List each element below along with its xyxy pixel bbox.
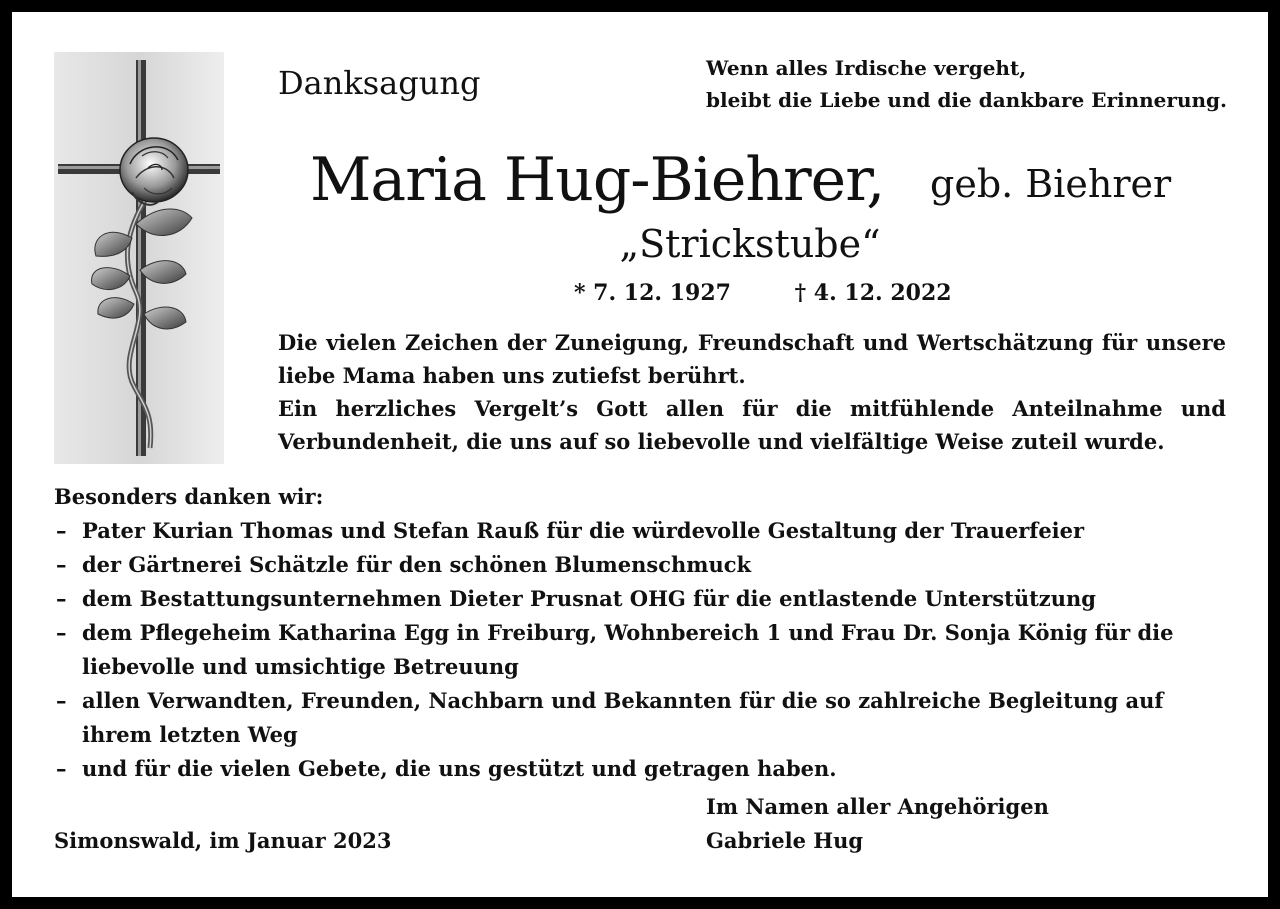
motto-line: bleibt die Liebe und die dankbare Erinnerung.	[706, 88, 1227, 112]
list-item: – Pater Kurian Thomas und Stefan Rauß für die würdevolle Gestaltung der Trauerfeier	[54, 514, 1234, 548]
thanks-section	[54, 480, 1234, 786]
motto-line: Wenn alles Irdische vergeht,	[706, 56, 1027, 80]
place-date: Simonswald, im Januar 2023	[54, 828, 392, 853]
thank-you-text	[278, 326, 1226, 458]
list-item: – allen Verwandten, Freunden, Nachbarn und Bekannten für die so zahlreiche Begleitung auf ihrem letzten Weg	[54, 684, 1234, 752]
paragraph: Die vielen Zeichen der Zuneigung, Freundschaft und Wertschätzung für unsere liebe Mama haben uns zutiefst berührt.	[278, 330, 1226, 388]
obituary-notice	[12, 12, 1268, 897]
list-item: – dem Pflegeheim Katharina Egg in Freiburg, Wohnbereich 1 und Frau Dr. Sonja König für die liebevolle und umsichtige Betreuung	[54, 616, 1234, 684]
notice-heading: Danksagung	[278, 64, 481, 102]
deceased-name: Maria Hug-Biehrer,	[310, 145, 885, 215]
birth-date: * 7. 12. 1927	[574, 280, 731, 306]
list-item: – und für die vielen Gebete, die uns gestützt und getragen haben.	[54, 752, 1234, 786]
motto-quote	[706, 52, 1227, 116]
thanks-heading: Besonders danken wir:	[54, 484, 324, 509]
thanks-list	[54, 514, 1234, 786]
life-dates	[574, 280, 952, 306]
signoff-line: Im Namen aller Angehörigen	[706, 794, 1049, 819]
list-item: – dem Bestattungsunternehmen Dieter Prusnat OHG für die entlastende Unterstützung	[54, 582, 1234, 616]
signature-block	[706, 790, 1049, 858]
death-date: † 4. 12. 2022	[794, 280, 952, 306]
paragraph: Ein herzliches Vergelt’s Gott allen für die mitfühlende Anteilnahme und Verbundenheit, die uns auf so liebevolle und vielfältige Weise zuteil wurde.	[278, 396, 1226, 454]
nickname: „Strickstube“	[619, 222, 881, 266]
signer-name: Gabriele Hug	[706, 828, 864, 853]
maiden-name: geb. Biehrer	[930, 162, 1172, 206]
list-item: – der Gärtnerei Schätzle für den schönen Blumenschmuck	[54, 548, 1234, 582]
